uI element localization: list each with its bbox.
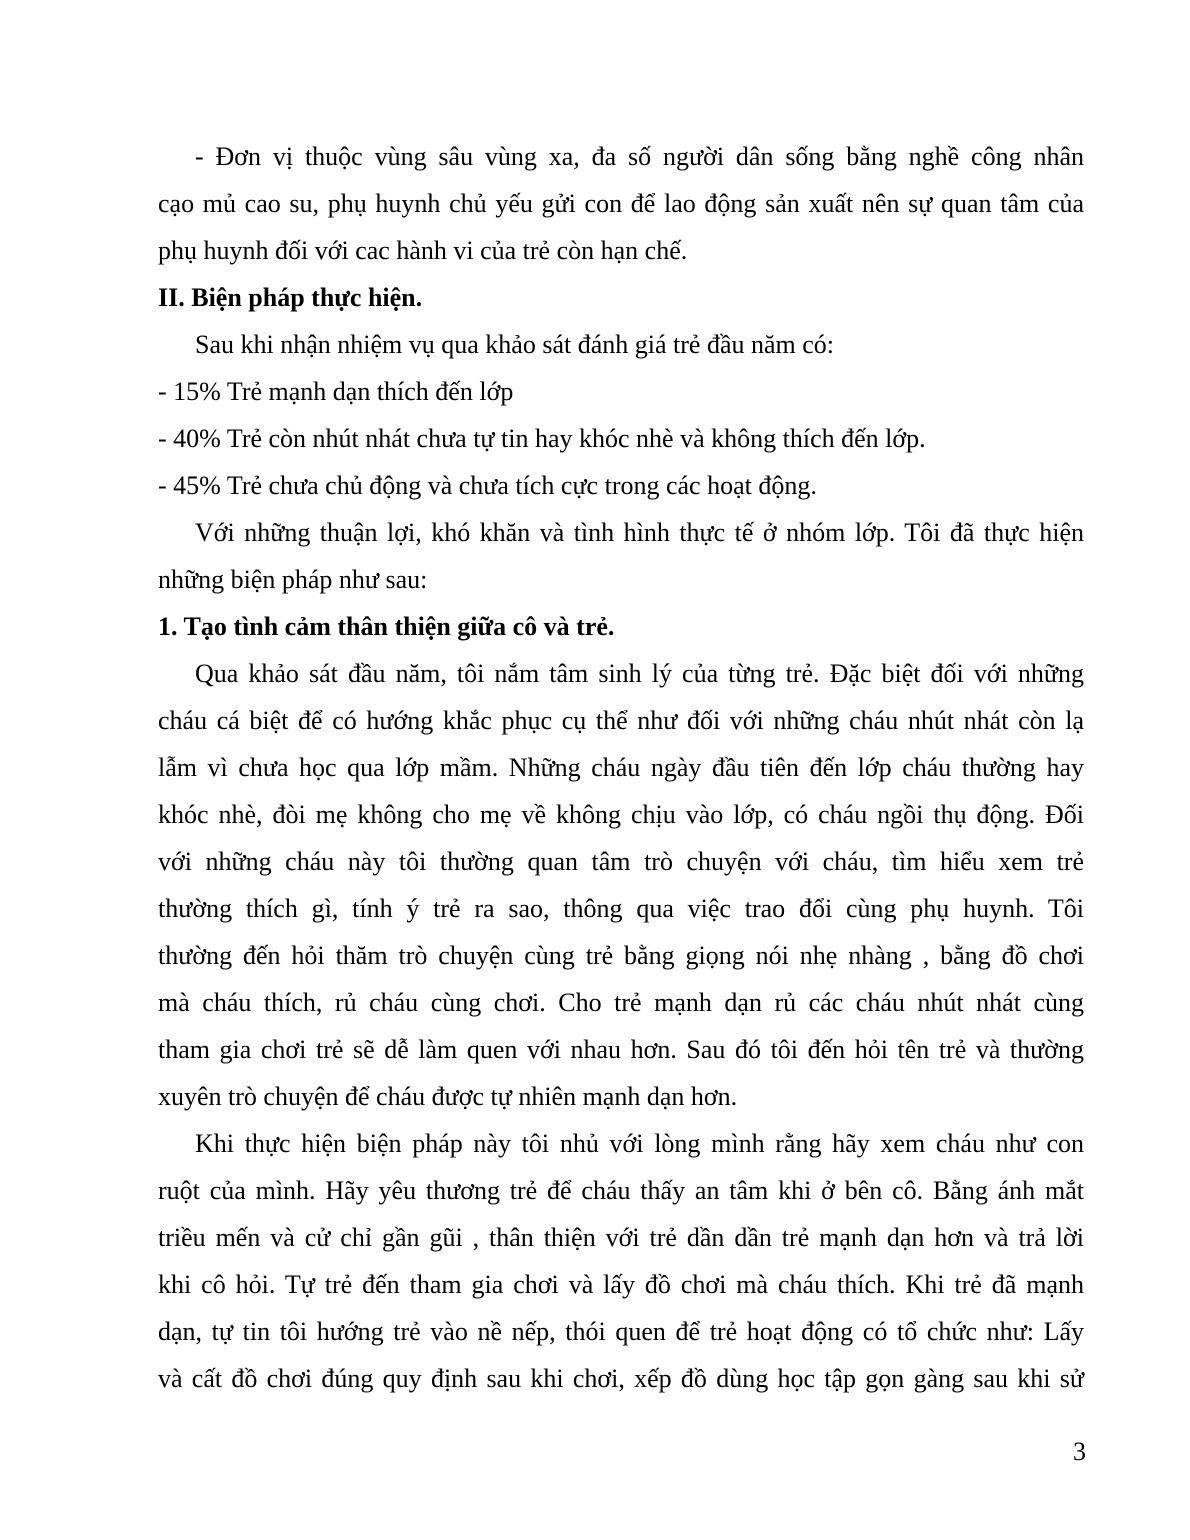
section-heading: II. Biện pháp thực hiện. xyxy=(158,283,423,312)
paragraph-1-line: thường thích gì, tính ý trẻ ra sao, thông qua việc trao đổi cùng phụ huynh. Tôi xyxy=(158,894,1084,923)
paragraph-2-line: và cất đồ chơi đúng quy định sau khi chơi, xếp đồ dùng học tập gọn gàng sau khi sử xyxy=(158,1364,1084,1393)
paragraph-1-line: với những cháu này tôi thường quan tâm trò chuyện với cháu, tìm hiểu xem trẻ xyxy=(158,847,1084,876)
paragraph-2-line: triều mến và cử chỉ gần gũi , thân thiện với trẻ dần dần trẻ mạnh dạn hơn và trả lời xyxy=(158,1223,1084,1252)
transition-line-2: những biện pháp như sau: xyxy=(158,565,428,594)
survey-intro: Sau khi nhận nhiệm vụ qua khảo sát đánh giá trẻ đầu năm có: xyxy=(195,330,835,359)
paragraph-2-line: dạn, tự tin tôi hướng trẻ vào nề nếp, thói quen để trẻ hoạt động có tổ chức như: Lấy xyxy=(158,1317,1084,1346)
paragraph-1-line: mà cháu thích, rủ cháu cùng chơi. Cho trẻ mạnh dạn rủ các cháu nhút nhát cùng xyxy=(158,988,1084,1017)
paragraph-1-line: Qua khảo sát đầu năm, tôi nắm tâm sinh lý của từng trẻ. Đặc biệt đối với những xyxy=(195,659,1084,688)
intro-line-2: cạo mủ cao su, phụ huynh chủ yếu gửi con để lao động sản xuất nên sự quan tâm của xyxy=(158,189,1084,218)
paragraph-1-line: cháu cá biệt để có hướng khắc phục cụ thể như đối với những cháu nhút nhát còn lạ xyxy=(158,706,1084,735)
transition-line-1: Với những thuận lợi, khó khăn và tình hình thực tế ở nhóm lớp. Tôi đã thực hiện xyxy=(195,518,1084,547)
intro-line-3: phụ huynh đối với cac hành vi của trẻ còn hạn chế. xyxy=(158,236,688,265)
paragraph-1-line: lẫm vì chưa học qua lớp mầm. Những cháu ngày đầu tiên đến lớp cháu thường hay xyxy=(158,753,1084,782)
subsection-heading: 1. Tạo tình cảm thân thiện giữa cô và trẻ. xyxy=(158,612,615,641)
paragraph-1-line: thường đến hỏi thăm trò chuyện cùng trẻ bằng giọng nói nhẹ nhàng , bằng đồ chơi xyxy=(158,941,1084,970)
paragraph-2-line: ruột của mình. Hãy yêu thương trẻ để cháu thấy an tâm khi ở bên cô. Bằng ánh mắt xyxy=(158,1176,1084,1205)
survey-item: - 15% Trẻ mạnh dạn thích đến lớp xyxy=(158,377,514,406)
paragraph-2-line: Khi thực hiện biện pháp này tôi nhủ với lòng mình rằng hãy xem cháu như con xyxy=(195,1129,1084,1158)
survey-item: - 40% Trẻ còn nhút nhát chưa tự tin hay khóc nhè và không thích đến lớp. xyxy=(158,424,926,453)
paragraph-1-line: tham gia chơi trẻ sẽ dễ làm quen với nhau hơn. Sau đó tôi đến hỏi tên trẻ và thường xyxy=(158,1035,1084,1064)
paragraph-1-line: xuyên trò chuyện để cháu được tự nhiên mạnh dạn hơn. xyxy=(158,1082,738,1111)
intro-line-1: - Đơn vị thuộc vùng sâu vùng xa, đa số người dân sống bằng nghề công nhân xyxy=(195,142,1084,171)
page-number: 3 xyxy=(1073,1437,1086,1466)
paragraph-2-line: khi cô hỏi. Tự trẻ đến tham gia chơi và lấy đồ chơi mà cháu thích. Khi trẻ đã mạnh xyxy=(158,1270,1084,1299)
survey-item: - 45% Trẻ chưa chủ động và chưa tích cực trong các hoạt động. xyxy=(158,471,817,500)
paragraph-1-line: khóc nhè, đòi mẹ không cho mẹ về không chịu vào lớp, có cháu ngồi thụ động. Đối xyxy=(158,800,1084,829)
